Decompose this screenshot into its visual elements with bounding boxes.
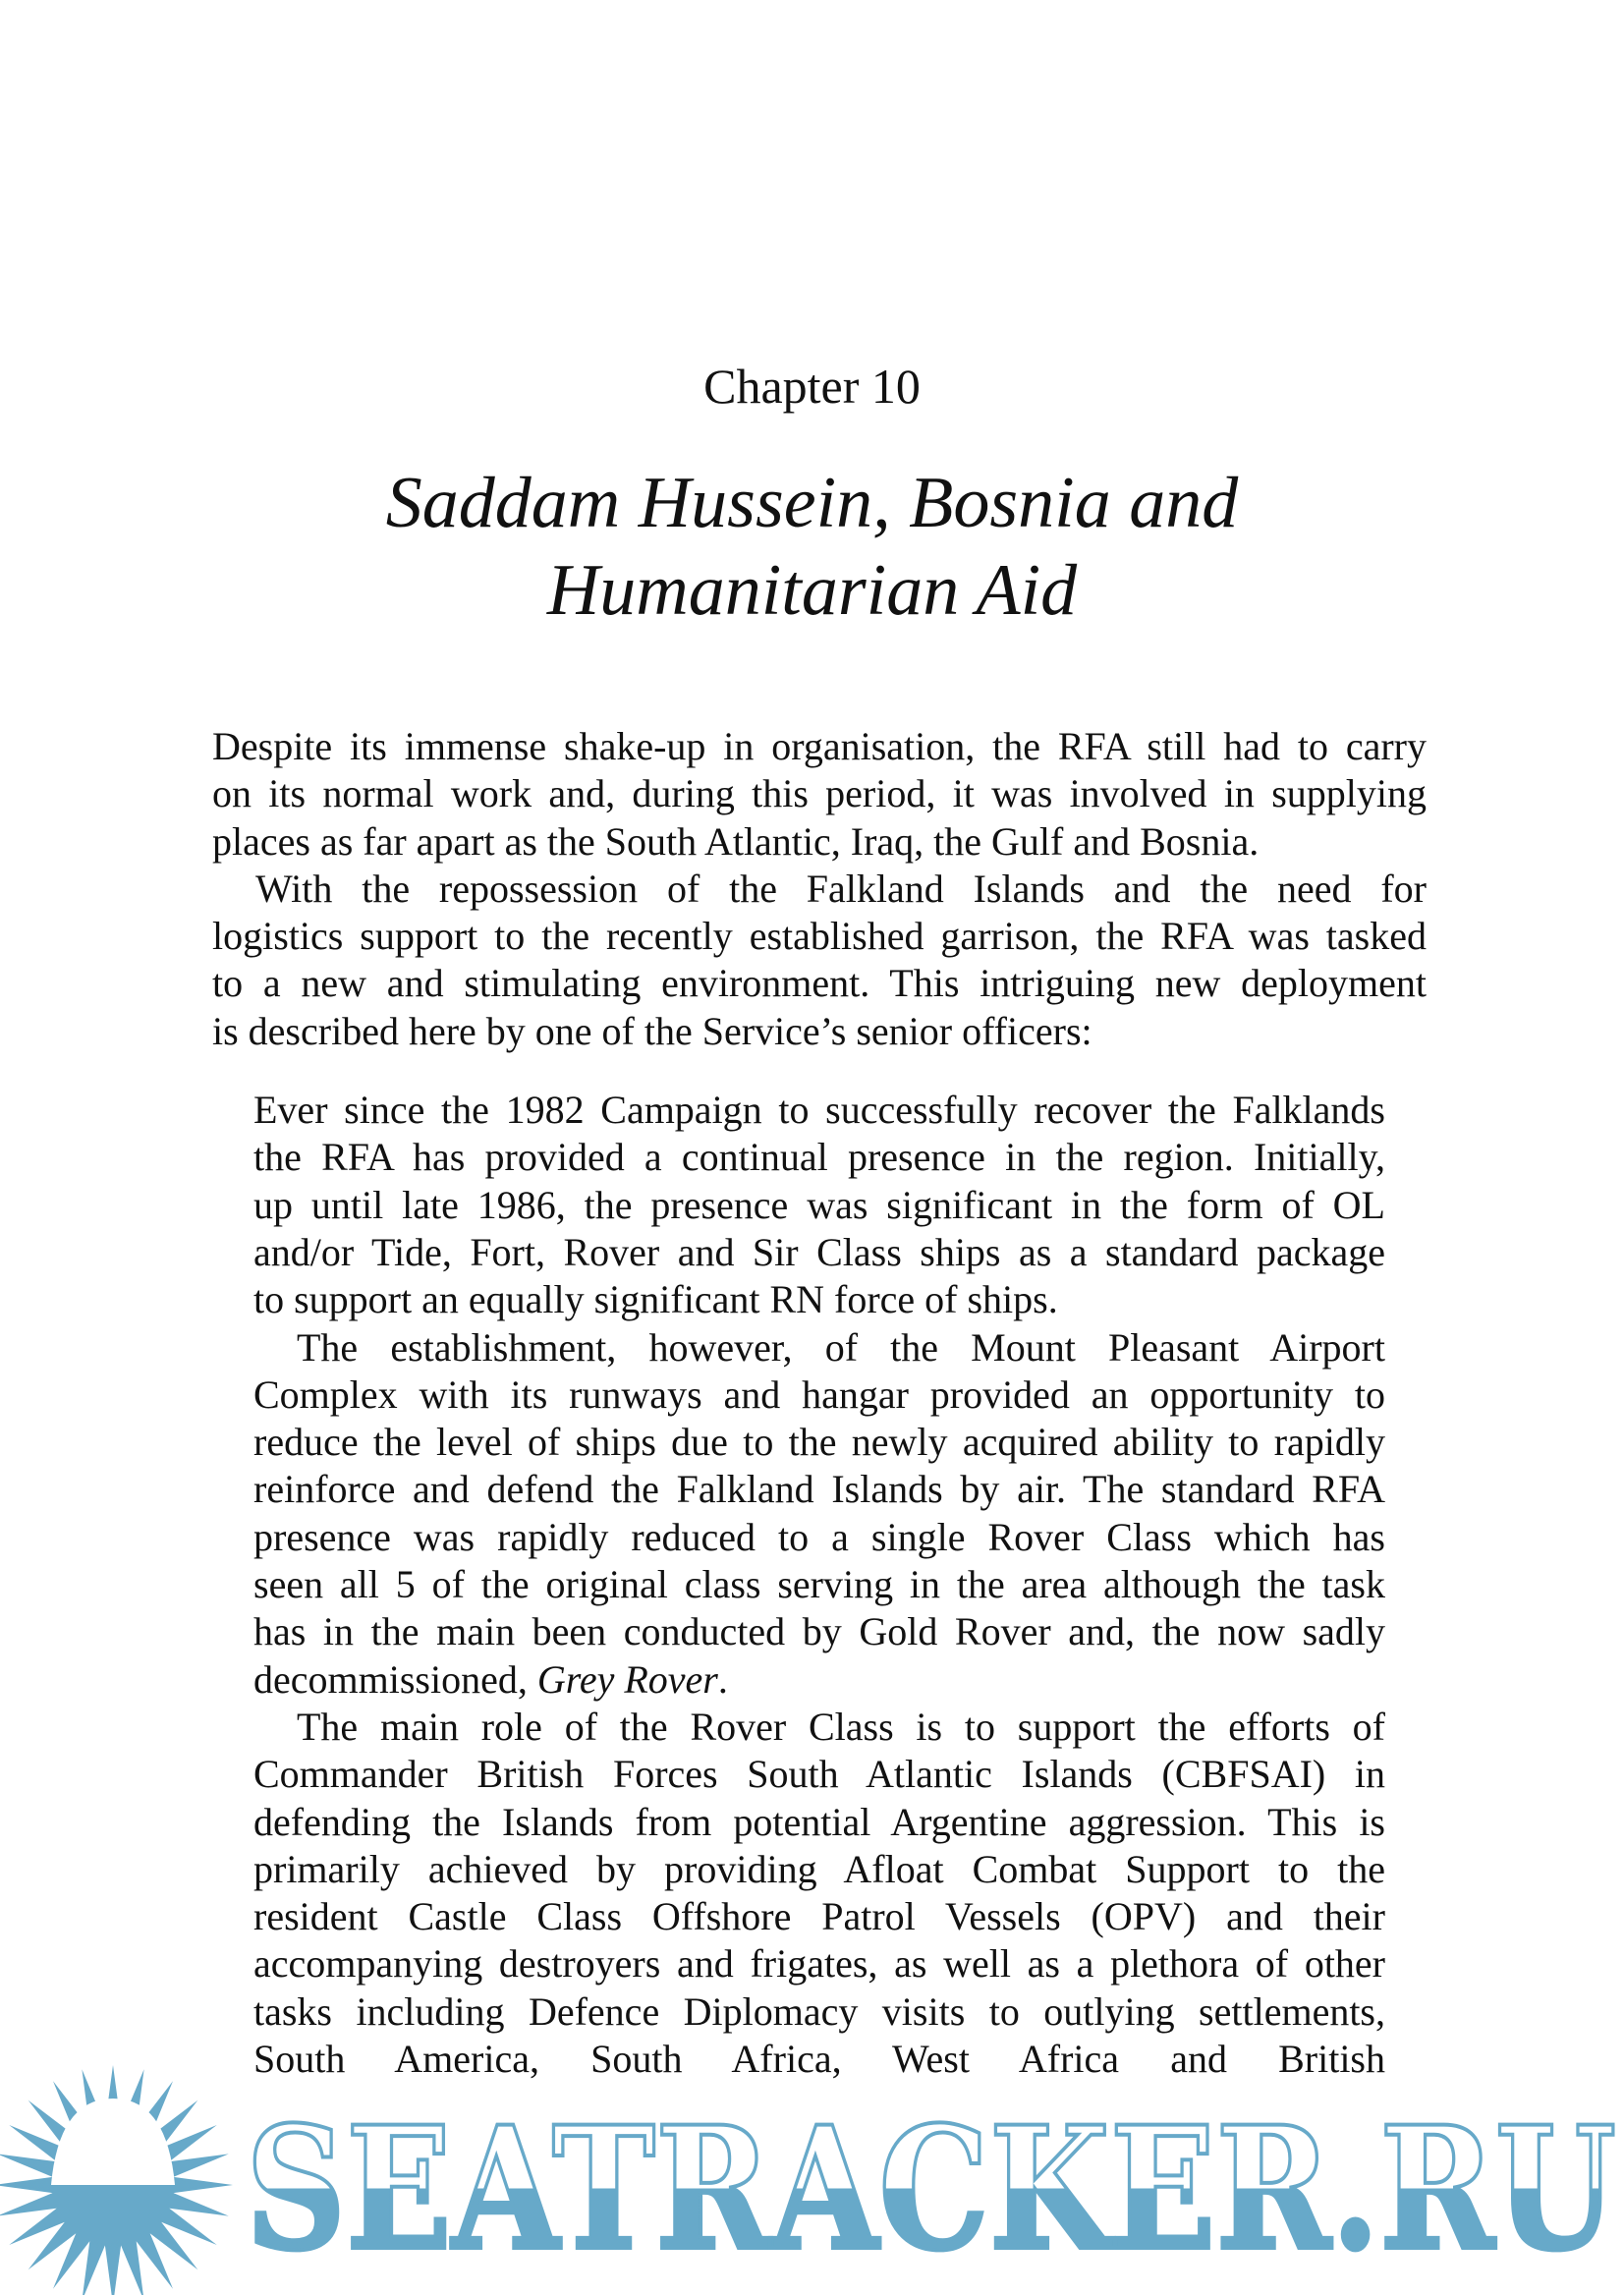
text-line: Complex with its runways and hangar provided an opportunity to bbox=[253, 1371, 1385, 1417]
text-line: accompanying destroyers and frigates, as well as a plethora of other bbox=[253, 1941, 1385, 1987]
chapter-title-line: Saddam Hussein, Bosnia and bbox=[385, 463, 1239, 543]
chapter-title bbox=[0, 460, 1624, 635]
text-line bbox=[253, 1656, 1385, 1704]
text-line: The establishment, however, of the Mount Pleasant Airport bbox=[297, 1324, 1385, 1370]
text-line: presence was rapidly reduced to a single Rover Class which has bbox=[253, 1514, 1385, 1559]
body-text bbox=[212, 723, 1427, 2083]
sun-icon bbox=[0, 2065, 233, 2295]
text-line: Ever since the 1982 Campaign to successfully recover the Falklands bbox=[253, 1088, 1385, 1133]
text-line: to a new and stimulating environment. This intriguing new deployment bbox=[212, 961, 1427, 1006]
text-line: Despite its immense shake-up in organisation, the RFA still had to carry bbox=[212, 724, 1427, 768]
text-line: to support an equally significant RN force of ships. bbox=[253, 1277, 1058, 1322]
chapter-number: Chapter 10 bbox=[703, 359, 921, 414]
intro-paragraph-1 bbox=[212, 723, 1427, 866]
ship-name: Grey Rover bbox=[536, 1656, 718, 1702]
quote-paragraph-2 bbox=[253, 1324, 1385, 1704]
watermark-text: SEATRACKER.RU bbox=[246, 2089, 1616, 2288]
text-line: Commander British Forces South Atlantic Islands (CBFSAI) in bbox=[253, 1752, 1385, 1797]
text-line: places as far apart as the South Atlantic, Iraq, the Gulf and Bosnia. bbox=[212, 818, 1260, 864]
text-line: The main role of the Rover Class is to support the efforts of bbox=[297, 1704, 1385, 1749]
text-line: has in the main been conducted by Gold Rover and, the now sadly bbox=[253, 1609, 1385, 1654]
quote-paragraph-1 bbox=[253, 1087, 1385, 1323]
block-quote bbox=[253, 1087, 1385, 2083]
text-line: reinforce and defend the Falkland Islands by air. The standard RFA bbox=[253, 1467, 1385, 1512]
text-line: tasks including Defence Diplomacy visits to outlying settlements, bbox=[253, 1988, 1385, 2034]
text-line: on its normal work and, during this period, it was involved in supplying bbox=[212, 771, 1427, 816]
text-span: . bbox=[717, 1656, 728, 1702]
text-line: resident Castle Class Offshore Patrol Vessels (OPV) and their bbox=[253, 1894, 1385, 1939]
text-line: the RFA has provided a continual presence in the region. Initially, bbox=[253, 1135, 1385, 1180]
intro-paragraph-2 bbox=[212, 866, 1427, 1055]
text-line: and/or Tide, Fort, Rover and Sir Class ships as a standard package bbox=[253, 1229, 1385, 1274]
text-line: defending the Islands from potential Argentine aggression. This is bbox=[253, 1799, 1385, 1844]
text-line: South America, South Africa, West Africa and British bbox=[253, 2037, 1385, 2082]
text-line: With the repossession of the Falkland Islands and the need for bbox=[255, 866, 1427, 911]
text-line: logistics support to the recently established garrison, the RFA was tasked bbox=[212, 914, 1427, 959]
chapter-title-line: Humanitarian Aid bbox=[546, 550, 1078, 631]
quote-paragraph-3 bbox=[253, 1704, 1385, 2083]
text-line: is described here by one of the Service’s senior officers: bbox=[212, 1008, 1092, 1053]
watermark-logo bbox=[0, 2051, 1624, 2295]
text-span: decommissioned, bbox=[253, 1656, 537, 1702]
text-line: reduce the level of ships due to the newly acquired ability to rapidly bbox=[253, 1420, 1385, 1465]
text-line: primarily achieved by providing Afloat Combat Support to the bbox=[253, 1846, 1385, 1891]
text-line: seen all 5 of the original class serving in the area although the task bbox=[253, 1562, 1385, 1607]
text-line: up until late 1986, the presence was significant in the form of OL bbox=[253, 1182, 1385, 1227]
